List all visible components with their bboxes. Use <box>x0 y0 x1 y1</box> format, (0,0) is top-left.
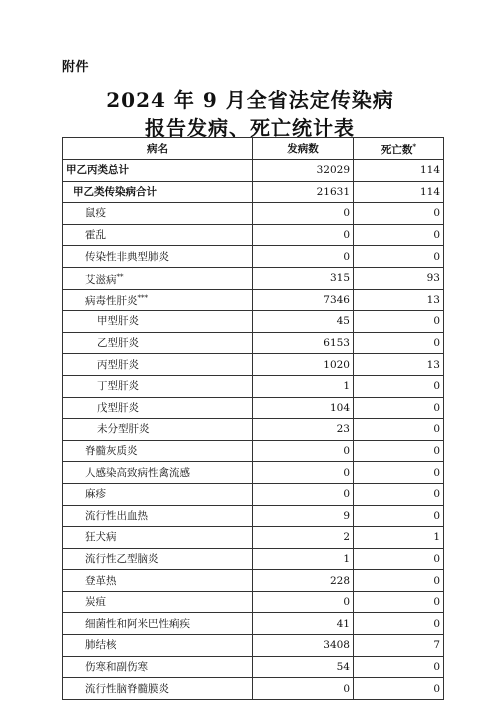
disease-name: 狂犬病 <box>85 531 117 544</box>
deaths-cell: 0 <box>354 505 444 527</box>
table-row <box>63 505 444 527</box>
cases-cell: 54 <box>253 656 354 678</box>
disease-name-cell <box>63 462 253 484</box>
disease-name: 伤寒和副伤寒 <box>85 660 148 673</box>
disease-name: 未分型肝炎 <box>97 423 150 436</box>
table-row <box>63 181 444 203</box>
disease-name-cell <box>63 160 253 182</box>
table-row <box>63 397 444 419</box>
deaths-cell: 0 <box>354 332 444 354</box>
disease-name: 甲乙丙类总计 <box>66 164 129 177</box>
deaths-cell: 13 <box>354 354 444 376</box>
table-row <box>63 462 444 484</box>
disease-name-cell <box>63 613 253 635</box>
deaths-cell: 114 <box>354 181 444 203</box>
deaths-cell: 0 <box>354 203 444 225</box>
disease-name-cell <box>63 483 253 505</box>
disease-name: 丁型肝炎 <box>97 380 139 393</box>
disease-name-cell <box>63 591 253 613</box>
disease-name: 流行性出血热 <box>85 509 148 522</box>
disease-name-cell <box>63 548 253 570</box>
disease-name-cell <box>63 440 253 462</box>
disease-name-cell <box>63 505 253 527</box>
cases-cell: 0 <box>253 203 354 225</box>
deaths-cell: 0 <box>354 311 444 333</box>
disease-name: 甲乙类传染病合计 <box>73 185 157 198</box>
deaths-cell: 0 <box>354 656 444 678</box>
table-row <box>63 483 444 505</box>
table-row <box>63 419 444 441</box>
disease-name-cell <box>63 570 253 592</box>
cases-cell: 0 <box>253 224 354 246</box>
deaths-cell: 0 <box>354 440 444 462</box>
cases-cell: 21631 <box>253 181 354 203</box>
disease-name: 传染性非典型肺炎 <box>85 250 169 263</box>
disease-name-cell <box>63 419 253 441</box>
table-row <box>63 548 444 570</box>
table-row <box>63 224 444 246</box>
table-row <box>63 656 444 678</box>
column-header-deaths <box>354 138 444 160</box>
disease-name-cell <box>63 181 253 203</box>
disease-name: 流行性脑脊髓膜炎 <box>85 682 169 695</box>
disease-name-cell <box>63 224 253 246</box>
column-header-disease: 病名 <box>63 138 253 160</box>
table-row <box>63 311 444 333</box>
table-header-row <box>63 138 444 160</box>
deaths-cell: 0 <box>354 678 444 700</box>
table-row <box>63 375 444 397</box>
disease-name: 丙型肝炎 <box>97 358 139 371</box>
deaths-cell: 7 <box>354 635 444 657</box>
disease-name: 艾滋病 <box>85 273 117 286</box>
cases-cell: 0 <box>253 591 354 613</box>
table-row <box>63 440 444 462</box>
cases-cell: 9 <box>253 505 354 527</box>
footnote-mark: *** <box>137 294 148 303</box>
disease-name-cell <box>63 289 253 311</box>
cases-cell: 3408 <box>253 635 354 657</box>
cases-cell: 1 <box>253 548 354 570</box>
disease-name-cell <box>63 246 253 268</box>
disease-name: 戊型肝炎 <box>97 401 139 414</box>
disease-name-cell <box>63 635 253 657</box>
table-row <box>63 203 444 225</box>
deaths-cell: 0 <box>354 548 444 570</box>
disease-name: 麻疹 <box>85 488 106 501</box>
cases-cell: 7346 <box>253 289 354 311</box>
table-row <box>63 635 444 657</box>
deaths-cell: 0 <box>354 246 444 268</box>
table-row <box>63 678 444 700</box>
cases-cell: 0 <box>253 440 354 462</box>
disease-name: 肺结核 <box>85 639 117 652</box>
deaths-cell: 0 <box>354 375 444 397</box>
deaths-cell: 0 <box>354 419 444 441</box>
disease-name: 人感染高致病性禽流感 <box>85 466 190 479</box>
column-header-deaths-label: 死亡数 <box>380 144 413 156</box>
cases-cell: 0 <box>253 462 354 484</box>
cases-cell: 0 <box>253 483 354 505</box>
disease-name-cell <box>63 527 253 549</box>
cases-cell: 315 <box>253 267 354 289</box>
disease-name-cell <box>63 354 253 376</box>
deaths-cell: 0 <box>354 462 444 484</box>
disease-name: 脊髓灰质炎 <box>85 445 138 458</box>
table-row <box>63 613 444 635</box>
disease-name: 流行性乙型脑炎 <box>85 552 159 565</box>
document-title-line-2: 报告发病、死亡统计表 <box>145 116 355 140</box>
document-title-line-1: 2024 年 9 月全省法定传染病 <box>106 88 394 112</box>
disease-name: 霍乱 <box>85 229 106 242</box>
column-header-deaths-note: * <box>412 142 417 151</box>
disease-name-cell <box>63 311 253 333</box>
disease-name: 鼠疫 <box>85 207 106 220</box>
cases-cell: 2 <box>253 527 354 549</box>
table-row <box>63 527 444 549</box>
cases-cell: 1 <box>253 375 354 397</box>
disease-name-cell <box>63 678 253 700</box>
deaths-cell: 0 <box>354 224 444 246</box>
column-header-cases: 发病数 <box>253 138 354 160</box>
cases-cell: 32029 <box>253 160 354 182</box>
cases-cell: 228 <box>253 570 354 592</box>
table-row <box>63 591 444 613</box>
disease-name-cell <box>63 203 253 225</box>
disease-name-cell <box>63 332 253 354</box>
disease-name-cell <box>63 267 253 289</box>
cases-cell: 45 <box>253 311 354 333</box>
cases-cell: 0 <box>253 678 354 700</box>
table-row <box>63 354 444 376</box>
cases-cell: 104 <box>253 397 354 419</box>
disease-name-cell <box>63 656 253 678</box>
deaths-cell: 0 <box>354 483 444 505</box>
deaths-cell: 0 <box>354 613 444 635</box>
table-row <box>63 570 444 592</box>
disease-name: 乙型肝炎 <box>97 337 139 350</box>
cases-cell: 41 <box>253 613 354 635</box>
table-row <box>63 160 444 182</box>
deaths-cell: 0 <box>354 397 444 419</box>
disease-name-cell <box>63 397 253 419</box>
deaths-cell: 0 <box>354 591 444 613</box>
cases-cell: 23 <box>253 419 354 441</box>
deaths-cell: 93 <box>354 267 444 289</box>
table-row <box>63 289 444 311</box>
cases-cell: 1020 <box>253 354 354 376</box>
footnote-mark: ** <box>116 272 124 281</box>
disease-name: 细菌性和阿米巴性痢疾 <box>85 617 190 630</box>
disease-name-cell <box>63 375 253 397</box>
disease-name: 病毒性肝炎 <box>85 295 138 308</box>
attachment-label: 附件 <box>62 60 90 75</box>
cases-cell: 6153 <box>253 332 354 354</box>
deaths-cell: 0 <box>354 570 444 592</box>
deaths-cell: 1 <box>354 527 444 549</box>
deaths-cell: 13 <box>354 289 444 311</box>
table-row <box>63 332 444 354</box>
table-row <box>63 267 444 289</box>
disease-name: 甲型肝炎 <box>97 315 139 328</box>
disease-statistics-table <box>62 137 444 700</box>
cases-cell: 0 <box>253 246 354 268</box>
disease-name: 登革热 <box>85 574 117 587</box>
deaths-cell: 114 <box>354 160 444 182</box>
table-row <box>63 246 444 268</box>
disease-name: 炭疽 <box>85 596 106 609</box>
